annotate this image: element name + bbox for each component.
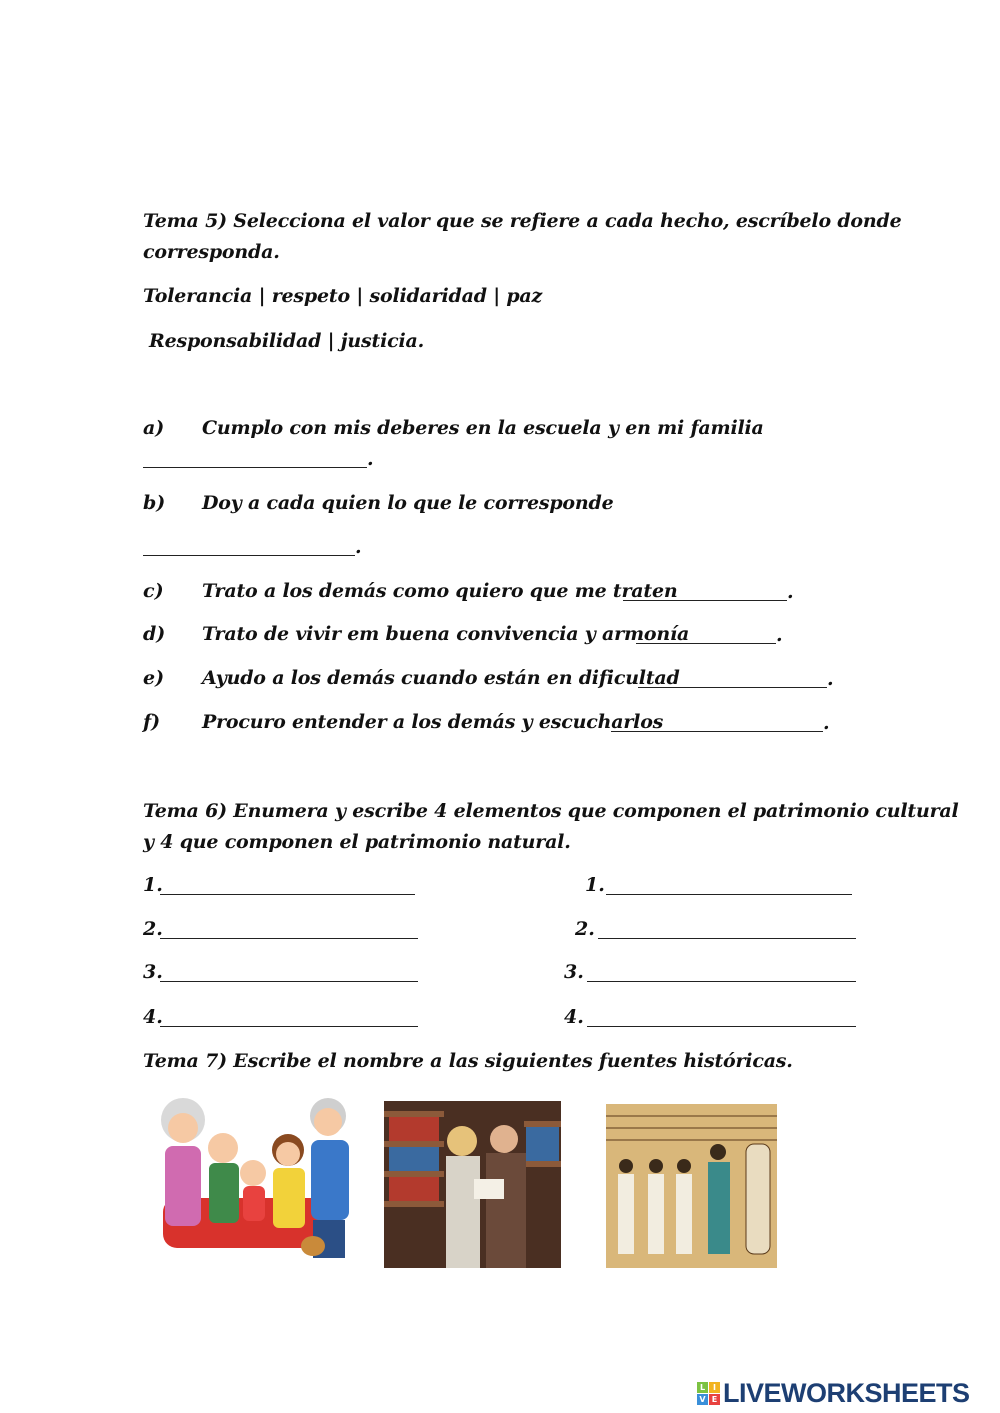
- cultural-input-2[interactable]: [160, 918, 418, 939]
- natural-number: 2.: [575, 918, 595, 940]
- period: .: [355, 536, 362, 558]
- natural-input-4[interactable]: [587, 1006, 856, 1027]
- item-letter: c): [143, 580, 164, 602]
- item-letter: f): [143, 711, 161, 733]
- period: .: [787, 581, 794, 603]
- item-text: Trato a los demás como quiero que me traten: [202, 580, 678, 602]
- answer-input-c[interactable]: [623, 580, 787, 601]
- cultural-number: 2.: [143, 918, 163, 940]
- answer-input-d[interactable]: [636, 623, 776, 644]
- natural-number: 4.: [564, 1006, 584, 1028]
- family-illustration: [153, 1088, 363, 1270]
- item-letter: a): [143, 417, 165, 439]
- answer-input-e[interactable]: [638, 667, 827, 688]
- item-text: Trato de vivir em buena convivencia y armonía: [202, 623, 690, 645]
- period: .: [823, 712, 830, 734]
- logo-mark-letter: E: [709, 1394, 720, 1405]
- tema5-title-cont: corresponda.: [143, 241, 280, 263]
- cultural-input-4[interactable]: [160, 1006, 418, 1027]
- natural-input-1[interactable]: [606, 874, 852, 895]
- answer-input-f[interactable]: [611, 711, 823, 732]
- tema5-options: Tolerancia | respeto | solidaridad | paz: [143, 285, 543, 307]
- logo-text: LIVEWORKSHEETS: [723, 1378, 970, 1408]
- tema5-options-cont: Responsabilidad | justicia.: [149, 330, 425, 352]
- item-text: Cumplo con mis deberes en la escuela y en mi familia: [202, 417, 764, 439]
- logo-mark-letter: L: [697, 1382, 708, 1393]
- tema5-title: Tema 5) Selecciona el valor que se refiere a cada hecho, escríbelo donde: [143, 210, 902, 232]
- item-text: Procuro entender a los demás y escucharlos: [202, 711, 664, 733]
- item-text: Ayudo a los demás cuando están en dificultad: [202, 667, 680, 689]
- natural-number: 3.: [564, 961, 584, 983]
- period: .: [827, 668, 834, 690]
- cultural-input-3[interactable]: [160, 961, 418, 982]
- tema6-title-cont: y 4 que componen el patrimonio natural.: [143, 831, 571, 853]
- tema7-title: Tema 7) Escribe el nombre a las siguientes fuentes históricas.: [143, 1050, 793, 1072]
- natural-input-2[interactable]: [598, 918, 856, 939]
- cultural-number: 1.: [143, 874, 163, 896]
- logo-mark-icon: [697, 1382, 720, 1405]
- answer-input-a[interactable]: [143, 447, 367, 468]
- item-letter: e): [143, 667, 165, 689]
- cultural-number: 4.: [143, 1006, 163, 1028]
- liveworksheets-logo: [697, 1378, 970, 1409]
- period: .: [367, 448, 374, 470]
- logo-mark-letter: I: [709, 1382, 720, 1393]
- cultural-number: 3.: [143, 961, 163, 983]
- item-text: Doy a cada quien lo que le corresponde: [202, 492, 614, 514]
- natural-number: 1.: [585, 874, 605, 896]
- egyptian-papyrus: [606, 1104, 777, 1268]
- item-letter: b): [143, 492, 166, 514]
- logo-mark-letter: V: [697, 1394, 708, 1405]
- cultural-input-1[interactable]: [160, 874, 415, 895]
- tema6-title: Tema 6) Enumera y escribe 4 elementos que componen el patrimonio cultural: [143, 800, 959, 822]
- item-letter: d): [143, 623, 166, 645]
- period: .: [776, 624, 783, 646]
- natural-input-3[interactable]: [587, 961, 856, 982]
- answer-input-b[interactable]: [143, 535, 355, 556]
- library-photo: [384, 1101, 561, 1268]
